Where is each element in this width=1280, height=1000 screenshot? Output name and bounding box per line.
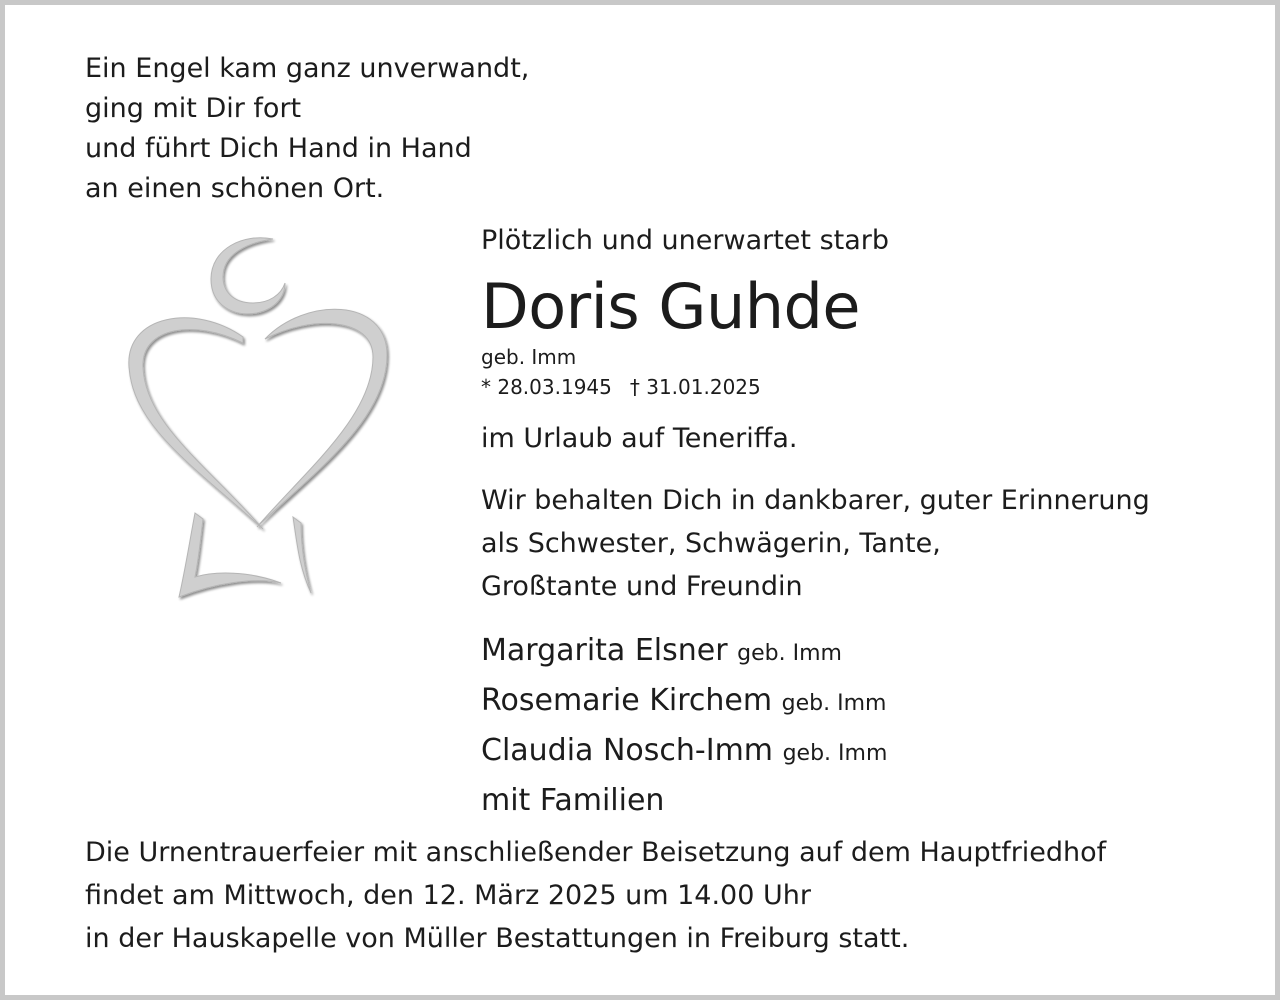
service-line: findet am Mittwoch, den 12. März 2025 um 14.00 Uhr: [85, 880, 811, 911]
mourner-name: Claudia Nosch-Imm: [481, 733, 774, 768]
poem-line: an einen schönen Ort.: [85, 173, 385, 204]
mourner-name: Margarita Elsner: [481, 633, 728, 668]
heart-angel-icon: [115, 227, 405, 607]
mourners-list: [481, 627, 887, 824]
death-date: † 31.01.2025: [629, 375, 761, 399]
poem-line: und führt Dich Hand in Hand: [85, 133, 472, 164]
life-dates: [481, 375, 761, 399]
mourners-closing: mit Familien: [481, 783, 665, 818]
mourner: [481, 677, 887, 727]
mourner-note: geb. Imm: [737, 641, 842, 666]
poem-line: ging mit Dir fort: [85, 93, 302, 124]
intro-text: Plötzlich und unerwartet starb: [481, 225, 890, 256]
mourner-name: Rosemarie Kirchem: [481, 683, 773, 718]
poem-line: Ein Engel kam ganz unverwandt,: [85, 53, 530, 84]
memory-line: Wir behalten Dich in dankbarer, guter Erinnerung: [481, 485, 1150, 516]
memory-line: Großtante und Freundin: [481, 571, 803, 602]
mourner-note: geb. Imm: [781, 691, 887, 716]
place-of-death: im Urlaub auf Teneriffa.: [481, 423, 798, 454]
mourner-note: geb. Imm: [782, 741, 888, 766]
service-line: in der Hauskapelle von Müller Bestattungen in Freiburg statt.: [85, 923, 910, 954]
birth-date: * 28.03.1945: [481, 375, 612, 399]
memory-line: als Schwester, Schwägerin, Tante,: [481, 528, 941, 559]
mourner: [481, 727, 887, 777]
mourner: [481, 627, 887, 677]
memory-text: [481, 479, 1150, 608]
poem: [85, 49, 529, 209]
service-details: [85, 831, 1106, 960]
service-line: Die Urnentrauerfeier mit anschließender Beisetzung auf dem Hauptfriedhof: [85, 837, 1107, 868]
deceased-name: Doris Guhde: [481, 270, 861, 343]
birth-name: geb. Imm: [481, 345, 577, 369]
